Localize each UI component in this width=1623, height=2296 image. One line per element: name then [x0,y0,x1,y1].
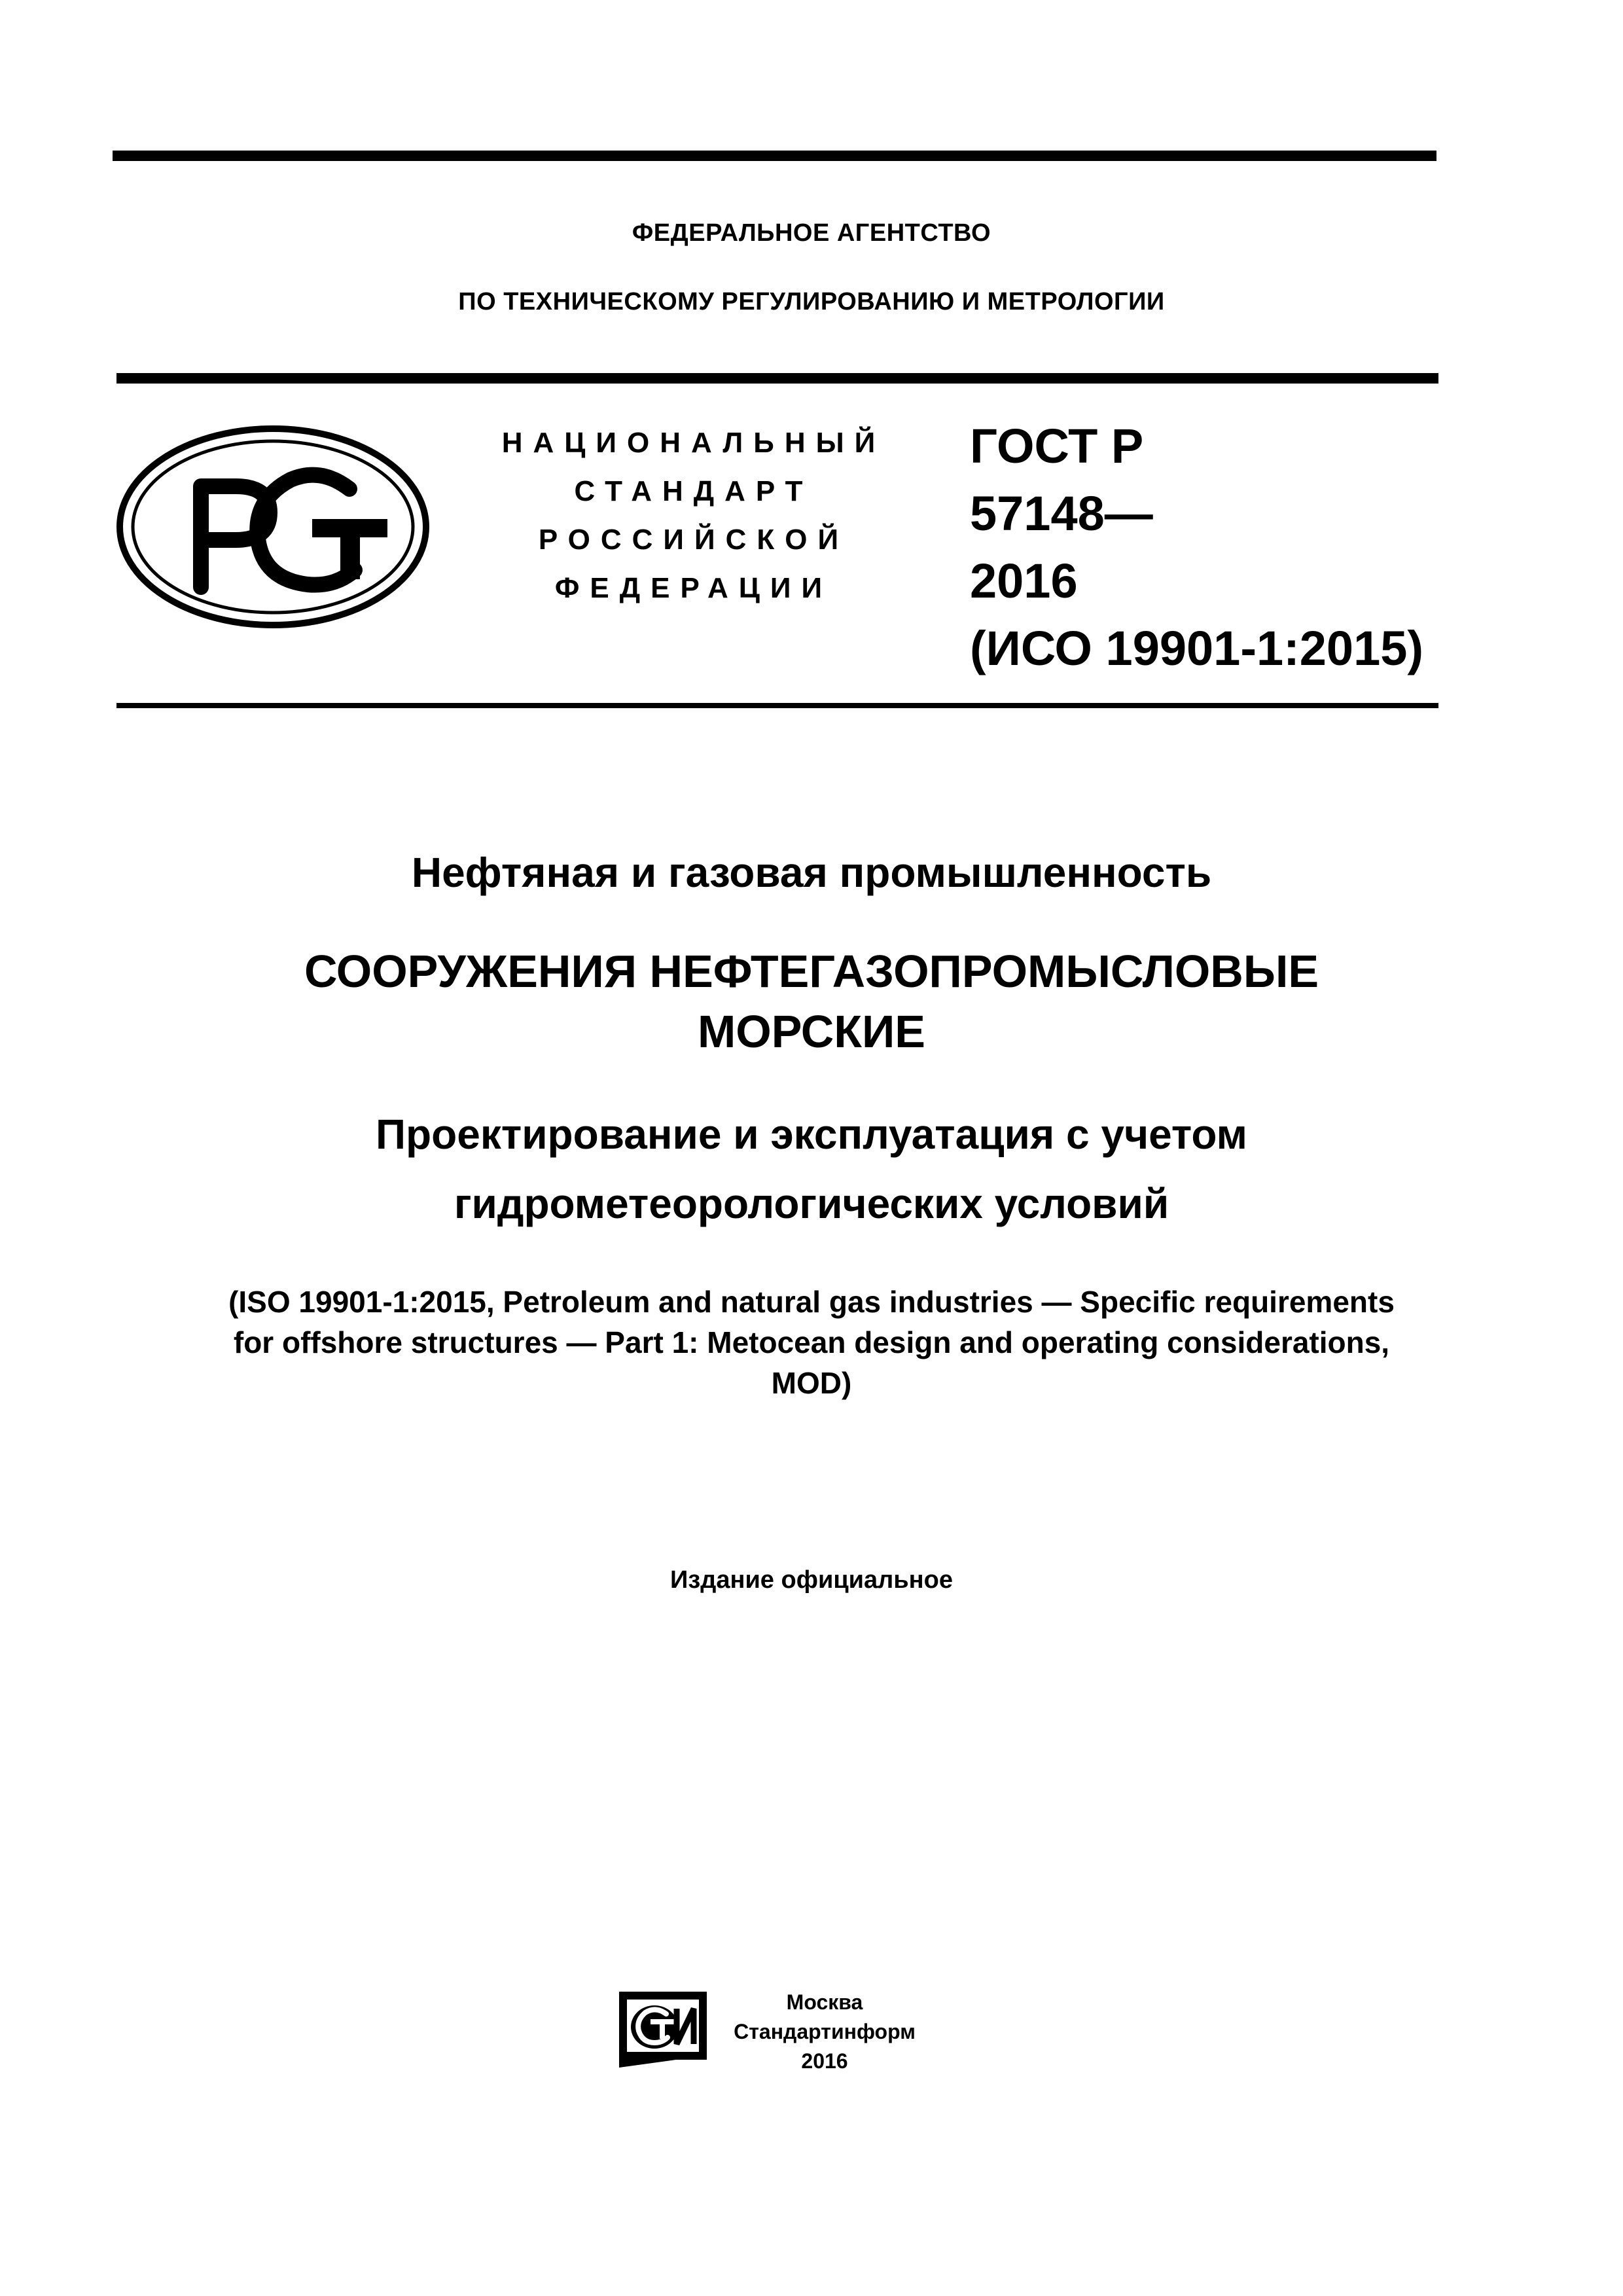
national-standard-label [452,419,936,613]
document-subtitle-line-1: Проектирование и эксплуатация с учетом [376,1111,1247,1158]
designation-line-1: ГОСТ Р [970,419,1144,473]
designation-line-4: (ИСО 19901-1:2015) [970,621,1424,675]
national-standard-line-4: ФЕДЕРАЦИИ [554,572,833,604]
national-standard-line-3: РОССИЙСКОЙ [538,524,849,556]
edition-label: Издание официальное [670,1566,953,1594]
document-subtitle [0,1100,1623,1238]
agency-line-1: ФЕДЕРАЛЬНОЕ АГЕНТСТВО [632,219,991,247]
imprint-publisher: Стандартинформ [734,2020,916,2043]
document-title [0,941,1623,1062]
document-subtitle-line-2: гидрометеорологических условий [454,1180,1169,1227]
iso-reference-line-1: (ISO 19901-1:2015, Petroleum and natural gas industries — Specific requirements [228,1285,1395,1319]
iso-reference-line-3: MOD) [771,1366,852,1400]
national-standard-line-2: СТАНДАРТ [574,475,813,507]
standard-designation [970,412,1423,682]
top-rule [113,151,1436,161]
standard-block-bottom-rule [116,703,1438,708]
document-title-line-1: СООРУЖЕНИЯ НЕФТЕГАЗОПРОМЫСЛОВЫЕ [304,946,1319,997]
agency-line-2: ПО ТЕХНИЧЕСКОМУ РЕГУЛИРОВАНИЮ И МЕТРОЛОГИИ [458,288,1165,315]
standartinform-logo-icon [614,1986,712,2072]
imprint [733,1988,916,2076]
designation-line-2: 57148— [970,486,1153,541]
standard-block-top-rule [116,373,1438,384]
rst-mark-icon [113,422,433,632]
imprint-city: Москва [786,1990,863,2014]
document-subject: Нефтяная и газовая промышленность [411,849,1212,896]
iso-reference-line-2: for offshore structures — Part 1: Metocean design and operating considerations, [233,1325,1390,1359]
iso-reference [0,1282,1623,1403]
designation-line-3: 2016 [970,554,1078,608]
imprint-year: 2016 [801,2049,848,2073]
document-title-line-2: МОРСКИЕ [698,1006,925,1057]
national-standard-line-1: НАЦИОНАЛЬНЫЙ [501,427,886,459]
